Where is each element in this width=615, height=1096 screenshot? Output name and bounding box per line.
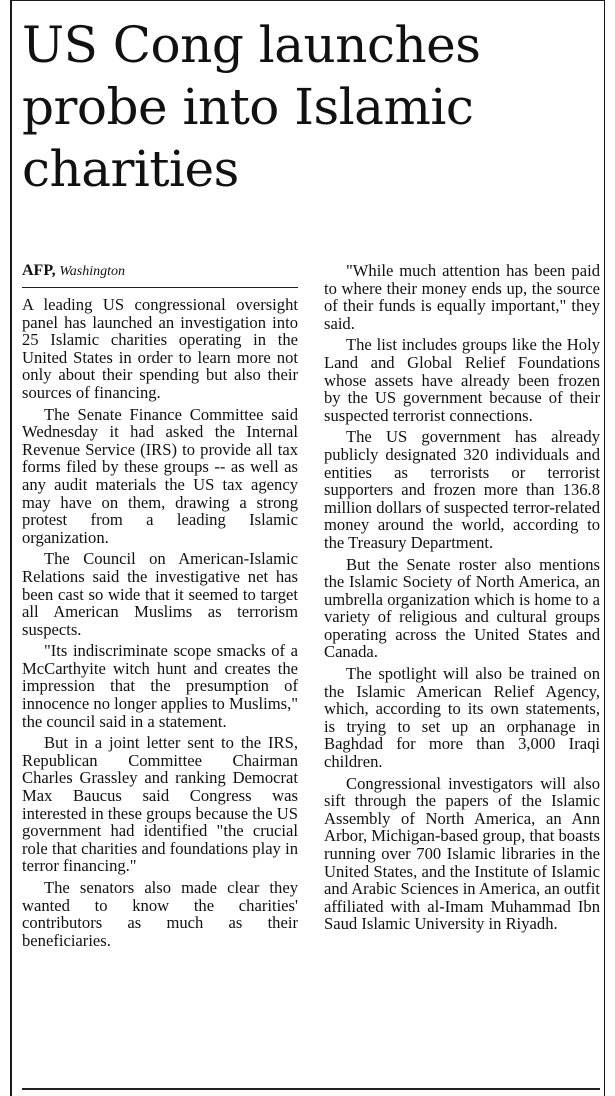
column-right: [324, 262, 600, 1082]
bottom-rule: [22, 1088, 600, 1090]
headline: US Cong launches probe into Islamic charities: [22, 16, 481, 198]
paragraph: A leading US congressional oversight panel has launched an investigation into 25 Islamic charities operating in the United States in order to learn more not only about their spending but also their sources of financing.: [22, 295, 298, 402]
paragraph: But the Senate roster also mentions the Islamic Society of North America, an umbrella organization which is home to a variety of religious and cultural groups operating across the United States and Canada.: [324, 554, 600, 662]
byline-agency: AFP,: [22, 262, 56, 279]
paragraph: Congressional investigators will also sift through the papers of the Islamic Assembly of North America, an Ann Arbor, Michigan-based group, that boasts running over 700 Islamic libraries in the United States, and the Institute of Islamic and Arabic Sciences in America, an outfit affiliated with al-Imam Muhammad Ibn Saud Islamic University in Riyadh.: [324, 773, 601, 934]
paragraph: The US government has already publicly designated 320 individuals and entities as terrorists or terrorist supporters and frozen more than 136.8 million dollars of suspected terror-related money around the world, according to the Treasury Department.: [324, 427, 600, 552]
top-rule: [10, 0, 605, 1]
paragraph: The Council on American-Islamic Relations said the investigative net has been cast so wide that it seemed to target all American Muslims as terrorism suspects.: [22, 549, 298, 639]
paragraph: "While much attention has been paid to where their money ends up, the source of their funds is equally important," they said.: [324, 261, 600, 333]
paragraph: The list includes groups like the Holy Land and Global Relief Foundations whose assets have already been frozen by the US government because of their suspected terrorist connections.: [324, 335, 600, 425]
paragraph: But in a joint letter sent to the IRS, Republican Committee Chairman Charles Grassley and ranking Democrat Max Baucus said Congress was interested in these groups because the US government had identified "the crucial role that charities and foundations play in terror financing.": [22, 733, 298, 876]
paragraph: The Senate Finance Committee said Wednesday it had asked the Internal Revenue Service (IRS) to provide all tax forms filed by these groups -- as well as any audit materials the US tax agency may have on them, drawing a strong protest from a leading Islamic organization.: [22, 404, 298, 547]
paragraph: The senators also made clear they wanted to know the charities' contributors as much as their beneficiaries.: [22, 878, 298, 950]
byline: [22, 262, 298, 288]
paragraph: The spotlight will also be trained on the Islamic American Relief Agency, which, according to its own statements, is trying to set up an orphanage in Baghdad for more than 3,000 Iraqi children.: [324, 664, 600, 772]
paragraph: "Its indiscriminate scope smacks of a McCarthyite witch hunt and creates the impression that the presumption of innocence no longer applies to Muslims," the council said in a statement.: [22, 641, 298, 731]
column-left: [22, 262, 298, 1082]
byline-place: Washington: [59, 264, 125, 279]
article-body: [22, 262, 600, 1082]
